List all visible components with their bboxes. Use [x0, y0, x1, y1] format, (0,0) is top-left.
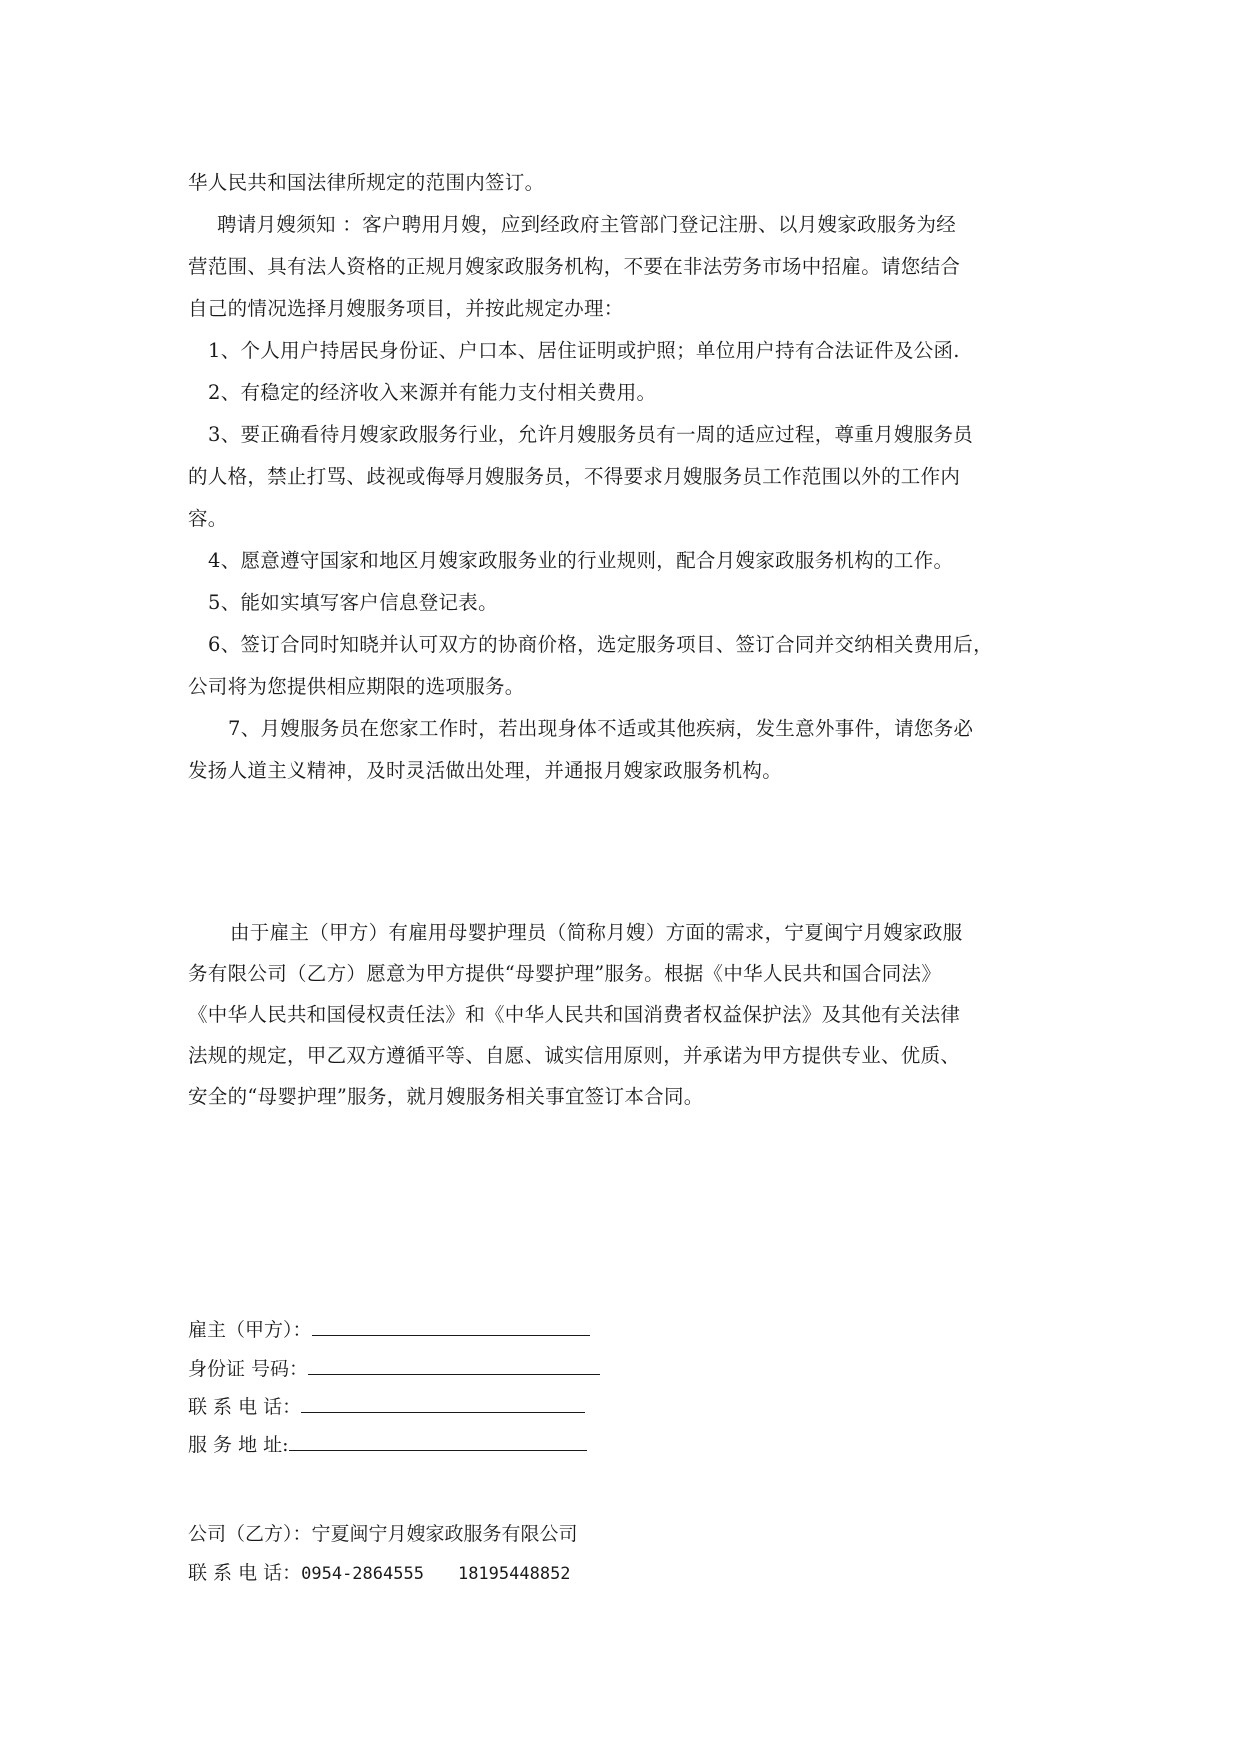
preamble-line: 《中华人民共和国侵权责任法》和《中华人民共和国消费者权益保护法》及其他有关法律: [188, 1003, 961, 1026]
notice-line: [188, 204, 1068, 246]
notice-text: 客户聘用月嫂，应到经政府主管部门登记注册、以月嫂家政服务为经: [362, 213, 957, 236]
company-phone-row: [188, 1558, 571, 1589]
id-label: 身份证 号码：: [188, 1358, 309, 1380]
company-phone-2: 18195448852: [457, 1564, 571, 1584]
employer-row: [188, 1313, 590, 1345]
company-row: [188, 1519, 578, 1549]
contract-preamble: [188, 912, 1068, 1117]
employer-label: 雇主（甲方）：: [188, 1319, 312, 1341]
notice-item-7: 7、月嫂服务员在您家工作时，若出现身体不适或其他疾病，发生意外事件，请您务必: [228, 717, 974, 740]
id-row: [188, 1352, 600, 1384]
company-name: 宁夏闽宁月嫂家政服务有限公司: [311, 1523, 578, 1545]
company-phone-label: 联 系 电 话：: [188, 1562, 302, 1584]
address-label: 服 务 地 址:: [188, 1434, 289, 1456]
notice-heading: 聘请月嫂须知 ：: [217, 213, 363, 236]
company-label: 公司（乙方）：: [188, 1523, 312, 1545]
notice-item-3: 3、要正确看待月嫂家政服务行业，允许月嫂服务员有一周的适应过程，尊重月嫂服务员: [208, 423, 974, 446]
notice-item-2: 2、有稳定的经济收入来源并有能力支付相关费用。: [208, 381, 657, 404]
company-phone-1: 0954-2864555: [301, 1564, 424, 1584]
preamble-line: 由于雇主（甲方）有雇用母婴护理员（简称月嫂）方面的需求，宁夏闽宁月嫂家政服: [230, 921, 963, 944]
address-blank[interactable]: [289, 1428, 587, 1451]
notice-line: 自己的情况选择月嫂服务项目，并按此规定办理：: [188, 297, 624, 320]
preamble-line: 法规的规定，甲乙双方遵循平等、自愿、诚实信用原则，并承诺为甲方提供专业、优质、: [188, 1044, 961, 1067]
notice-item-3-cont: 的人格，禁止打骂、歧视或侮辱月嫂服务员，不得要求月嫂服务员工作范围以外的工作内: [188, 465, 961, 488]
notice-item-5: 5、能如实填写客户信息登记表。: [208, 591, 498, 614]
notice-item-3-cont: 容。: [188, 507, 228, 530]
employer-phone-row: [188, 1390, 585, 1422]
notice-section: [188, 204, 1068, 792]
intro-paragraph: [188, 162, 1068, 204]
notice-item-4: 4、愿意遵守国家和地区月嫂家政服务业的行业规则，配合月嫂家政服务机构的工作。: [208, 549, 954, 572]
notice-item-6-cont: 公司将为您提供相应期限的选项服务。: [188, 675, 525, 698]
notice-item-1: 1、个人用户持居民身份证、户口本、居住证明或护照；单位用户持有合法证件及公函.: [208, 339, 960, 362]
notice-item-6: 6、签订合同时知晓并认可双方的协商价格，选定服务项目、签订合同并交纳相关费用后，: [208, 633, 993, 656]
id-blank[interactable]: [308, 1352, 600, 1375]
employer-blank[interactable]: [312, 1313, 590, 1336]
notice-item-7-cont: 发扬人道主义精神，及时灵活做出处理，并通报月嫂家政服务机构。: [188, 759, 783, 782]
notice-line: 营范围、具有法人资格的正规月嫂家政服务机构，不要在非法劳务市场中招雇。请您结合: [188, 255, 961, 278]
preamble-line: 务有限公司（乙方）愿意为甲方提供“母婴护理”服务。根据《中华人民共和国合同法》: [188, 962, 942, 985]
employer-phone-label: 联 系 电 话：: [188, 1396, 302, 1418]
preamble-line: 安全的“母婴护理”服务，就月嫂服务相关事宜签订本合同。: [188, 1085, 704, 1108]
intro-line: 华人民共和国法律所规定的范围内签订。: [188, 171, 545, 194]
employer-phone-blank[interactable]: [301, 1390, 585, 1413]
address-row: [188, 1428, 587, 1460]
